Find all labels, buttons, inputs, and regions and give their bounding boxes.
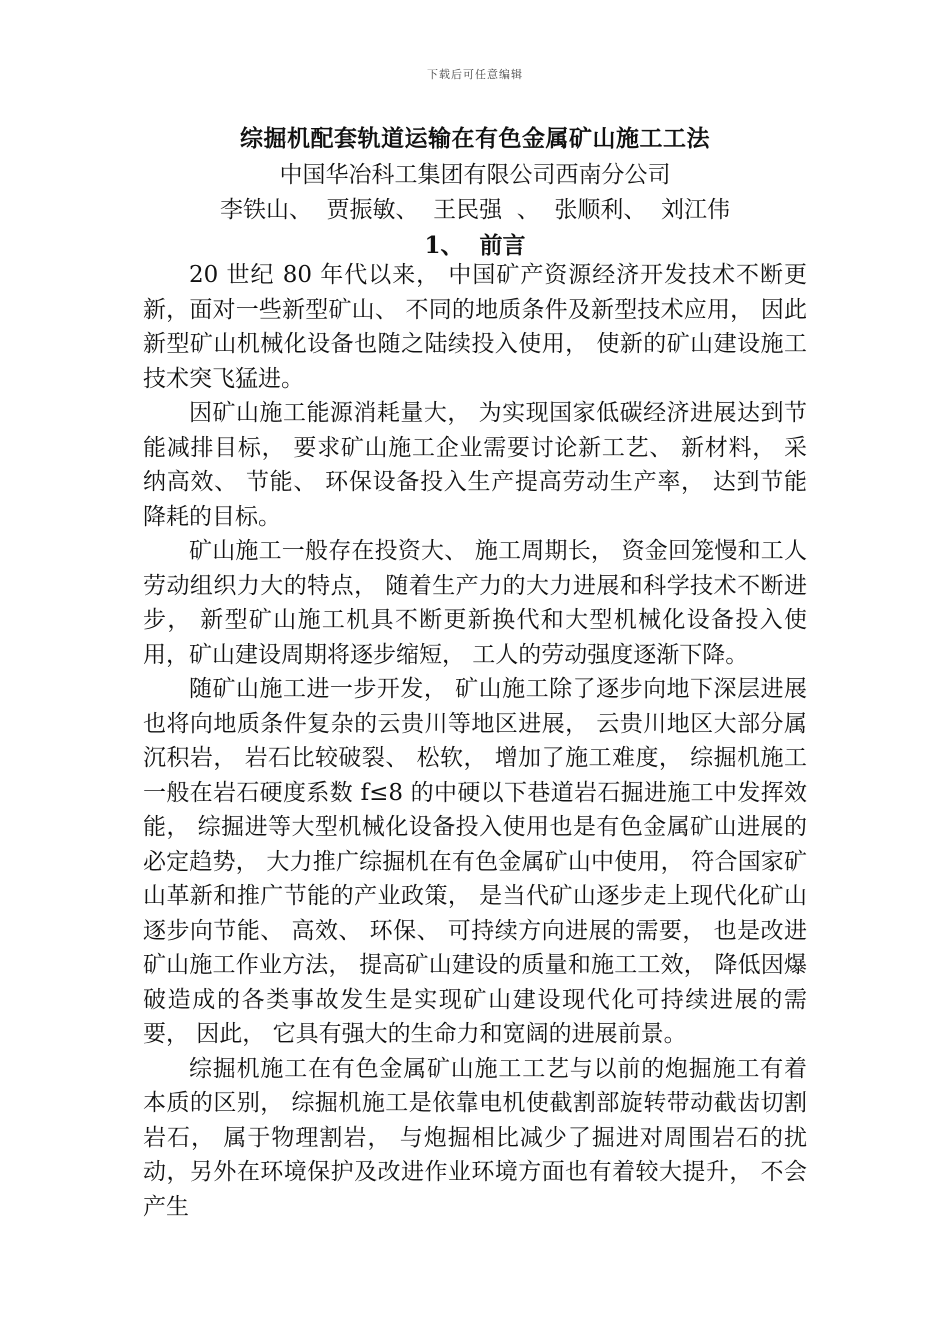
section-heading: 1、 前言 [424,232,526,259]
document-title: 综掘机配套轨道运输在有色金属矿山施工工法 [240,125,710,152]
paragraph: 因矿山施工能源消耗量大， 为实现国家低碳经济进展达到节能减排目标， 要求矿山施工企业需要讨论新工艺、 新材料， 采纳高效、 节能、 环保设备投入生产提高劳动生产率， 达到节能降耗的目标。 [143,400,807,530]
organization: 中国华冶科工集团有限公司西南分公司 [279,162,671,188]
paragraph: 矿山施工一般存在投资大、 施工周期长， 资金回笼慢和工人劳动组织力大的特点， 随着生产力的大力进展和科学技术不断进步， 新型矿山施工机具不断更新换代和大型机械化设备投入使用，矿山建设周期将逐步缩短， 工人的劳动强度逐渐下降。 [143,538,807,668]
paragraph: 综掘机施工在有色金属矿山施工工艺与以前的炮掘施工有着本质的区别， 综掘机施工是依靠电机使截割部旋转带动截齿切割岩石， 属于物理割岩， 与炮掘相比减少了掘进对周围岩石的扰动，另外在环境保护及改进作业环境方面也有着较大提升， 不会产生 [143,1055,807,1220]
paragraph: 随矿山施工进一步开发， 矿山施工除了逐步向地下深层进展也将向地质条件复杂的云贵川等地区进展， 云贵川地区大部分属沉积岩， 岩石比较破裂、 松软， 增加了施工难度， 综掘机施工一般在岩石硬度系数 f≤8 的中硬以下巷道岩石掘进施工中发挥效能， 综掘进等大型机械化设备投入使用也是有色金属矿山进展的必定趋势， 大力推广综掘机在有色金属矿山中使用， 符合国家矿山革新和推广节能的产业政策， 是当代矿山逐步走上现代化矿山逐步向节能、 高效、 环保、 可持续方向进展的需要， 也是改进矿山施工作业方法， 提高矿山建设的质量和施工工效， 降低因爆破造成的各类事故发生是实现矿山建设现代化可持续进展的需要， 因此， 它具有强大的生命力和宽阔的进展前景。 [143,676,807,1047]
body-text [143,258,807,1224]
paragraph: 20 世纪 80 年代以来， 中国矿产资源经济开发技术不断更新，面对一些新型矿山、 不同的地质条件及新型技术应用， 因此新型矿山机械化设备也随之陆续投入使用， 使新的矿山建设施工技术突飞猛进。 [143,262,807,392]
header-note: 下载后可任意编辑 [427,68,523,81]
authors: 李铁山、 贾振敏、 王民强 、 张顺利、 刘江伟 [219,197,731,223]
